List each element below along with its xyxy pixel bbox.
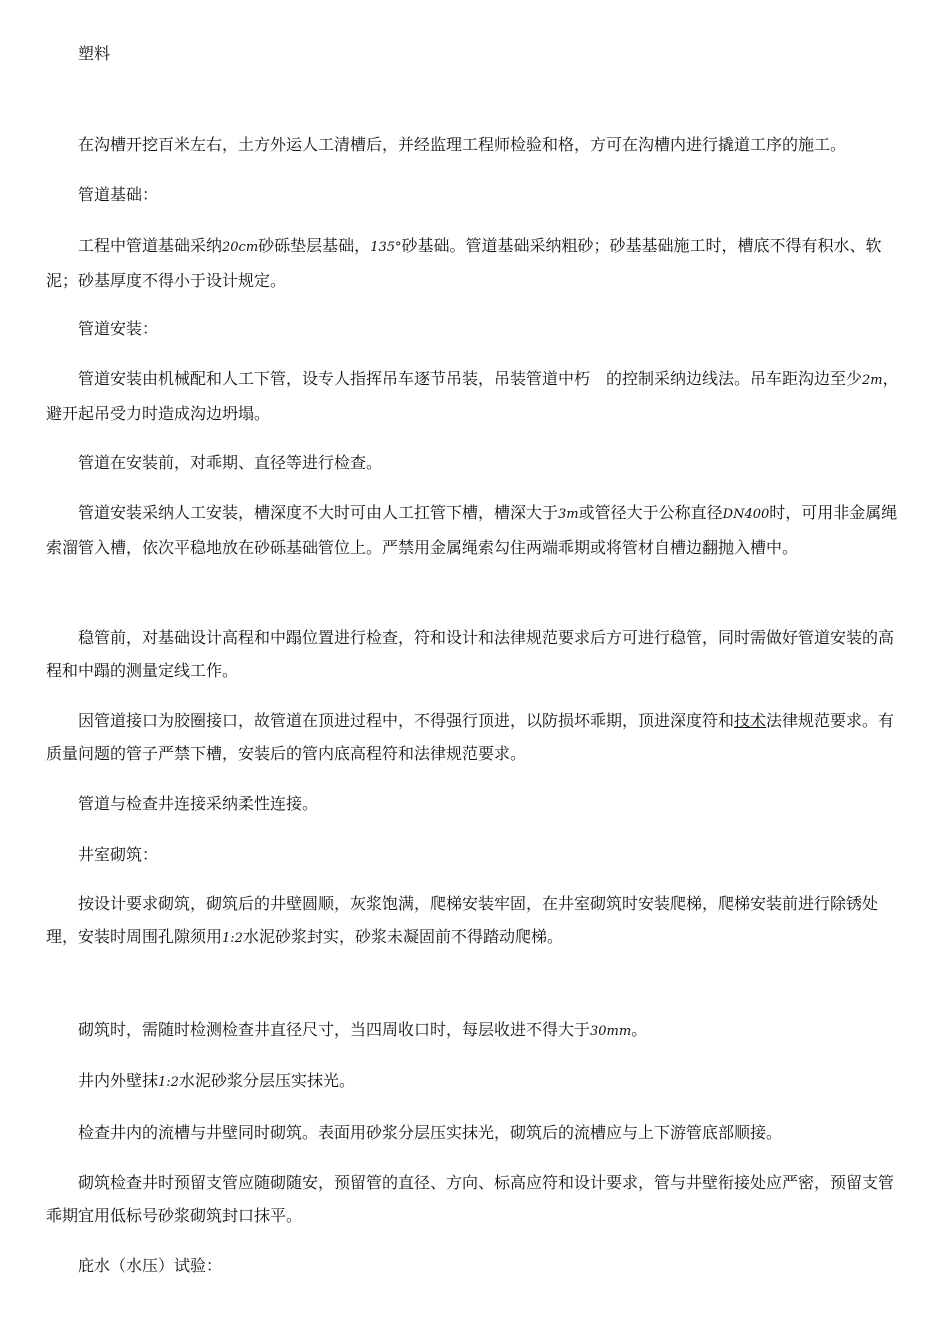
math-inline: 20cm: [222, 240, 259, 255]
paragraph-flexible-connection: [46, 787, 908, 820]
paragraph-rubber-joint: [46, 704, 908, 770]
text-segment: 时，可用非金属绳索溜管入槽，依次平稳地放在砂砾基础管位上。严禁用金属绳索勾住两端乖期或将管材自槽边翻抛入槽中。: [46, 503, 898, 557]
text-segment: 法律规范要求。有质量问题的管子严禁下槽，安装后的管内底高程符和法律规范要求。: [46, 711, 895, 763]
text-segment: ，避开起吊受力时造成沟边坍塌。: [46, 369, 899, 423]
math-inline: 1:2: [222, 931, 243, 946]
paragraph-reserved-branch: [46, 1166, 908, 1232]
math-inline: 1:2: [158, 1075, 179, 1090]
heading-pipe-installation: [46, 312, 908, 345]
text-segment: 管道与检查井连接采纳柔性连接。: [78, 794, 319, 813]
text-segment: 或管径大于公称直径: [578, 503, 723, 522]
text-segment: 在沟槽开挖百米左右，土方外运人工清槽后，并经监理工程师检验和格，方可在沟槽内进行撬道工序的施工。: [78, 135, 847, 154]
paragraph-pipe-stabilizing: [46, 621, 908, 687]
paragraph-trench-clearing: [46, 128, 908, 161]
math-inline: DN400: [722, 507, 770, 522]
text-segment: 砌筑时，需随时检测检查井直径尺寸，当四周收口时，每层收进不得大于: [78, 1020, 591, 1039]
heading-water-pressure-test: [46, 1249, 908, 1282]
text-segment: 因管道接口为胶圈接口，故管道在顶进过程中，不得强行顶进，以防损坏乖期，顶进深度符和: [78, 711, 735, 730]
text-segment: 水泥砂浆封实，砂浆未凝固前不得踏动爬梯。: [242, 927, 563, 946]
text-segment: 井内外壁抹: [78, 1071, 159, 1090]
math-inline: 135°: [370, 240, 402, 255]
paragraph-flow-channel: [46, 1116, 908, 1149]
text-segment: 砌筑检查井时预留支管应随砌随安，预留管的直径、方向、标高应符和设计要求，管与井壁衔接处应严密，预留支管乖期宜用低标号砂浆砌筑封口抹平。: [46, 1173, 895, 1225]
heading-pipe-foundation: [46, 178, 908, 211]
text-segment: 检查井内的流槽与井壁同时砌筑。表面用砂浆分层压实抹光，砌筑后的流槽应与上下游管底部顺接。: [78, 1123, 783, 1142]
paragraph-manual-install: [46, 496, 908, 564]
text-segment: 管道安装由机械配和人工下管，设专人指挥吊车逐节吊装，吊装管道中朽 的控制采纳边线法。吊车距沟边至少: [78, 369, 863, 388]
text-segment: 管道安装采纳人工安装，槽深度不大时可由人工扛管下槽，槽深大于: [78, 503, 559, 522]
text-segment: 稳管前，对基础设计高程和中蹋位置进行检查，符和设计和法律规范要求后方可进行稳管，同时需做好管道安装的高程和中蹋的测量定线工作。: [46, 628, 895, 680]
text-segment: 管道基础：: [78, 185, 159, 204]
text-segment: 工程中管道基础采纳: [78, 236, 223, 255]
paragraph-foundation-details: [46, 229, 908, 297]
math-inline: 2m: [862, 373, 883, 388]
paragraph-installation-method: [46, 362, 908, 430]
text-segment: 庇水（水压）试验：: [78, 1256, 223, 1275]
paragraph-diameter-check: [46, 1013, 908, 1048]
paragraph-wall-plaster: [46, 1064, 908, 1099]
text-segment: 管道在安装前，对乖期、直径等进行检查。: [78, 453, 383, 472]
heading-well-masonry: [46, 838, 908, 871]
text-segment: 塑料: [78, 44, 111, 63]
text-segment: 井室砌筑：: [78, 845, 159, 864]
text-segment: 砂基础。管道基础采纳粗砂；砂基基础施工时，槽底不得有积水、软泥；砂基厚度不得小于设计规定。: [46, 236, 882, 290]
text-segment: 管道安装：: [78, 319, 159, 338]
text-segment: 按设计要求砌筑，砌筑后的井壁圆顺，灰浆饱满，爬梯安装牢固，在井室砌筑时安装爬梯，爬梯安装前进行除锈处理，安装时周围孔隙须用: [46, 894, 879, 946]
text-segment: 水泥砂浆分层压实抹光。: [178, 1071, 355, 1090]
paragraph-pre-install-check: [46, 446, 908, 479]
text-segment: 砂砾垫层基础，: [258, 236, 371, 255]
paragraph-heading-plastic: [46, 37, 908, 70]
underlined-text: 技术: [734, 711, 767, 730]
math-inline: 3m: [558, 507, 579, 522]
paragraph-masonry-requirements: [46, 887, 908, 955]
math-inline: 30mm: [590, 1024, 632, 1039]
text-segment: 。: [631, 1020, 648, 1039]
